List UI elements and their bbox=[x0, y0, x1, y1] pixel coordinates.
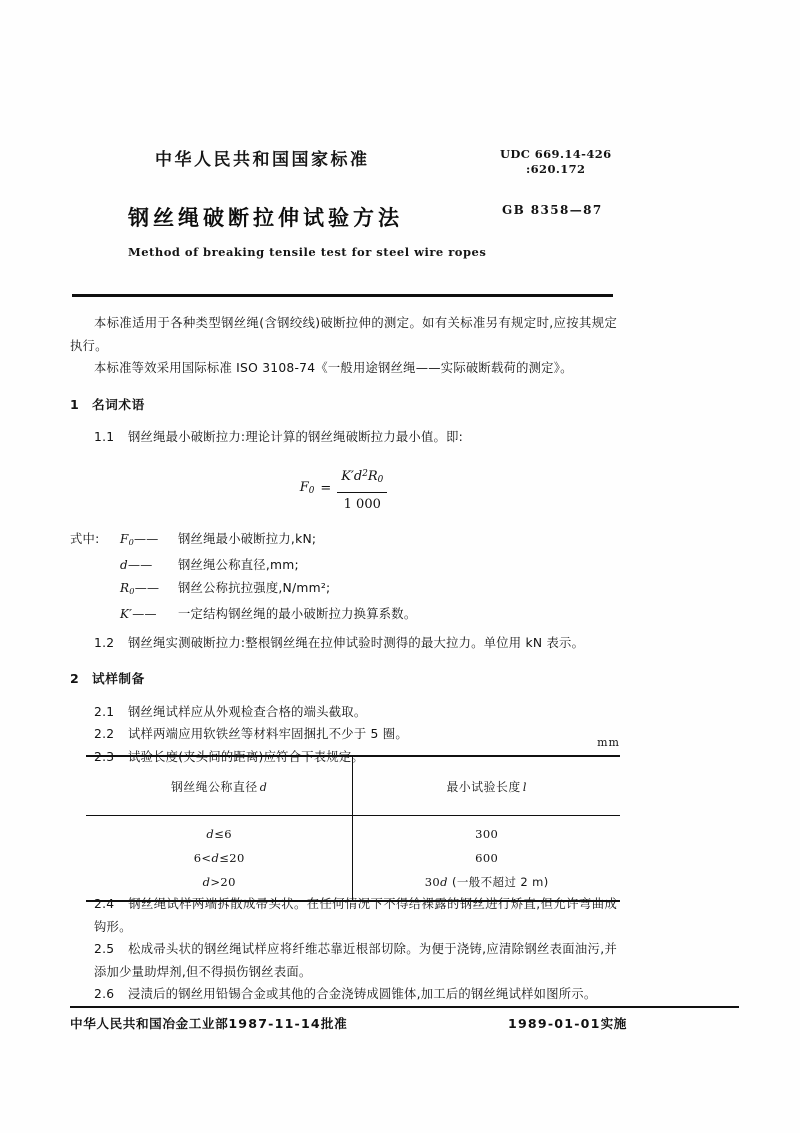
symbol-f0-base: F bbox=[120, 532, 129, 547]
where-row bbox=[70, 577, 617, 603]
clause-2-6-text: 浸渍后的钢丝用铅锡合金或其他的合金浇铸成圆锥体,加工后的钢丝绳试样如图所示。 bbox=[128, 987, 597, 1001]
footer-implementation bbox=[508, 1013, 627, 1032]
page-title-english: Method of breaking tensile test for steel wire ropes bbox=[128, 245, 487, 259]
standard-number: GB 8358—87 bbox=[502, 203, 603, 217]
section-1-number: 1 bbox=[70, 396, 80, 412]
formula-block bbox=[70, 449, 617, 529]
diameter-condition-1: ≤6 bbox=[214, 827, 232, 841]
formula-lhs-subscript: 0 bbox=[308, 485, 315, 496]
formula-equals: = bbox=[320, 481, 332, 497]
symbol-f0 bbox=[116, 528, 178, 554]
clause-2-5-text: 松成帚头状的钢丝绳试样应将纤维芯靠近根部切除。为便于浇铸,应清除钢丝表面油污,并添加少量助焊剂,但不得损伤钢丝表面。 bbox=[94, 942, 617, 979]
symbol-f0-dash: —— bbox=[134, 532, 159, 547]
clause-2-4-text: 钢丝绳试样两端拆散成帚头状。在任何情况下不得给裸露的钢丝进行矫直,但允许弯曲成钩形。 bbox=[94, 897, 617, 934]
formula-k-prime: ′ bbox=[350, 468, 354, 484]
table-body-row bbox=[86, 816, 620, 902]
clause-1-1-number: 1.1 bbox=[94, 430, 115, 444]
table-header-diameter-symbol: d bbox=[259, 780, 268, 794]
section-1-heading bbox=[70, 394, 617, 417]
table-cell-lengths bbox=[353, 816, 620, 902]
diameter-symbol-1: d bbox=[206, 827, 215, 841]
footer-divider-rule bbox=[70, 1006, 739, 1008]
where-row bbox=[70, 528, 617, 554]
national-standard-label: 中华人民共和国国家标准 bbox=[155, 150, 370, 170]
table-header-diameter-text: 钢丝绳公称直径 bbox=[170, 779, 258, 794]
formula-r: R bbox=[367, 468, 378, 484]
clause-2-3-number: 2.3 bbox=[94, 749, 115, 764]
table-row bbox=[86, 870, 352, 894]
formula-d: d bbox=[353, 468, 363, 484]
definition-k-prime: 一定结构钢丝绳的最小破断拉力换算系数。 bbox=[178, 606, 417, 621]
table-row bbox=[86, 822, 352, 846]
table-row bbox=[353, 846, 620, 870]
clause-1-2 bbox=[70, 632, 617, 655]
clause-2-2-number: 2.2 bbox=[94, 727, 115, 742]
formula-denominator: 1 000 bbox=[343, 496, 381, 512]
symbol-f0-sub: 0 bbox=[128, 537, 135, 548]
definition-f0: 钢丝绳最小破断拉力,kN; bbox=[178, 532, 317, 547]
document-body-continued bbox=[70, 893, 617, 1006]
footer-approval-date: 1987-11-14 bbox=[228, 1016, 321, 1031]
table-row bbox=[86, 846, 352, 870]
diameter-condition-3: >20 bbox=[210, 875, 236, 889]
where-row bbox=[70, 603, 617, 626]
symbol-d-base: d bbox=[120, 558, 128, 573]
clause-2-1-number: 2.1 bbox=[94, 704, 115, 719]
clause-2-6 bbox=[70, 983, 617, 1006]
clause-2-4-number: 2.4 bbox=[94, 897, 115, 911]
table-row bbox=[353, 870, 620, 894]
diameter-symbol-3: d bbox=[202, 875, 211, 889]
udc-line-1: UDC 669.14-426 bbox=[500, 147, 612, 161]
symbol-k-prime bbox=[116, 603, 178, 626]
clause-2-5 bbox=[70, 938, 617, 983]
where-lead-label: 式中: bbox=[70, 532, 100, 547]
clause-1-2-number: 1.2 bbox=[94, 635, 115, 650]
formula-numerator bbox=[337, 463, 387, 493]
definition-r0: 钢丝公称抗拉强度,N/mm²; bbox=[178, 581, 331, 596]
length-symbol-3: d bbox=[440, 875, 448, 889]
clause-1-1-text: 钢丝绳最小破断拉力:理论计算的钢丝绳破断拉力最小值。即: bbox=[128, 430, 464, 444]
definition-d: 钢丝绳公称直径,mm; bbox=[178, 558, 299, 573]
table-header-length bbox=[353, 756, 620, 816]
footer-implementation-action: 实施 bbox=[600, 1016, 627, 1031]
footer-implementation-date: 1989-01-01 bbox=[508, 1016, 601, 1031]
diameter-condition-2: ≤20 bbox=[219, 851, 245, 865]
table-header-length-text: 最小试验长度 bbox=[446, 779, 521, 794]
udc-classification bbox=[500, 147, 612, 177]
scope-paragraph-2: 本标准等效采用国际标准 ISO 3108-74《一般用途钢丝绳——实际破断载荷的测定》。 bbox=[94, 361, 573, 375]
formula-d-exponent: 2 bbox=[362, 468, 368, 479]
clause-2-1 bbox=[70, 701, 617, 724]
clause-2-4 bbox=[70, 893, 617, 938]
formula-lhs bbox=[300, 477, 315, 502]
length-value-1: 300 bbox=[475, 827, 499, 841]
clause-2-3-text: 试验长度(夹头间的距离)应符合下表规定。 bbox=[128, 749, 364, 764]
symbol-r0 bbox=[116, 577, 178, 603]
clause-2-6-number: 2.6 bbox=[94, 987, 115, 1001]
table-cell-diameters bbox=[86, 816, 353, 902]
clause-1-2-text: 钢丝绳实测破断拉力:整根钢丝绳在拉伸试验时测得的最大拉力。单位用 kN 表示。 bbox=[128, 635, 585, 650]
breaking-force-formula bbox=[300, 463, 388, 517]
where-row bbox=[70, 554, 617, 577]
section-1-title: 名词术语 bbox=[92, 396, 145, 412]
table-header-diameter bbox=[86, 756, 353, 816]
formula-lhs-symbol: F bbox=[299, 479, 309, 495]
footer-approval bbox=[70, 1013, 347, 1032]
symbol-d bbox=[116, 554, 178, 577]
length-note-3: (一般不超过 2 m) bbox=[451, 875, 549, 889]
header-divider-rule bbox=[72, 294, 613, 297]
formula-r-subscript: 0 bbox=[377, 474, 384, 485]
diameter-symbol-2: d bbox=[211, 851, 220, 865]
document-body bbox=[70, 312, 617, 768]
formula-k: K bbox=[341, 468, 351, 484]
scope-paragraph-1: 本标准适用于各种类型钢丝绳(含钢绞线)破断拉伸的测定。如有关标准另有规定时,应按其规定执行。 bbox=[70, 316, 617, 353]
page-title: 钢丝绳破断拉伸试验方法 bbox=[128, 206, 403, 230]
footer-approval-action: 批准 bbox=[320, 1016, 348, 1031]
symbol-r0-base: R bbox=[120, 581, 130, 596]
diameter-prefix-2: 6< bbox=[193, 851, 212, 865]
section-2-heading bbox=[70, 668, 617, 691]
symbol-k-prime-base: K′ bbox=[120, 606, 133, 621]
length-value-3: 30 bbox=[424, 875, 441, 889]
clause-2-5-number: 2.5 bbox=[94, 942, 115, 956]
formula-symbol-definitions bbox=[70, 528, 617, 626]
test-length-table bbox=[86, 755, 620, 902]
symbol-d-dash: —— bbox=[127, 558, 153, 573]
section-2-title: 试样制备 bbox=[92, 671, 145, 687]
table-header-length-symbol: l bbox=[522, 780, 527, 794]
table-row bbox=[353, 822, 620, 846]
symbol-r0-dash: —— bbox=[134, 581, 160, 596]
clause-2-1-text: 钢丝绳试样应从外观检查合格的端头截取。 bbox=[128, 704, 367, 719]
symbol-r0-sub: 0 bbox=[129, 585, 135, 596]
section-2-number: 2 bbox=[70, 671, 80, 687]
table-unit-label: mm bbox=[597, 736, 620, 749]
footer-issuing-org: 中华人民共和国冶金工业部 bbox=[70, 1016, 229, 1031]
formula-fraction bbox=[337, 463, 387, 517]
table-header-row bbox=[86, 756, 620, 816]
length-value-2: 600 bbox=[475, 851, 499, 865]
symbol-k-prime-dash: —— bbox=[132, 606, 157, 621]
clause-1-1 bbox=[70, 426, 617, 449]
clause-2-2-text: 试样两端应用软铁丝等材料牢固捆扎不少于 5 圈。 bbox=[128, 727, 408, 742]
udc-line-2: :620.172 bbox=[526, 162, 586, 176]
